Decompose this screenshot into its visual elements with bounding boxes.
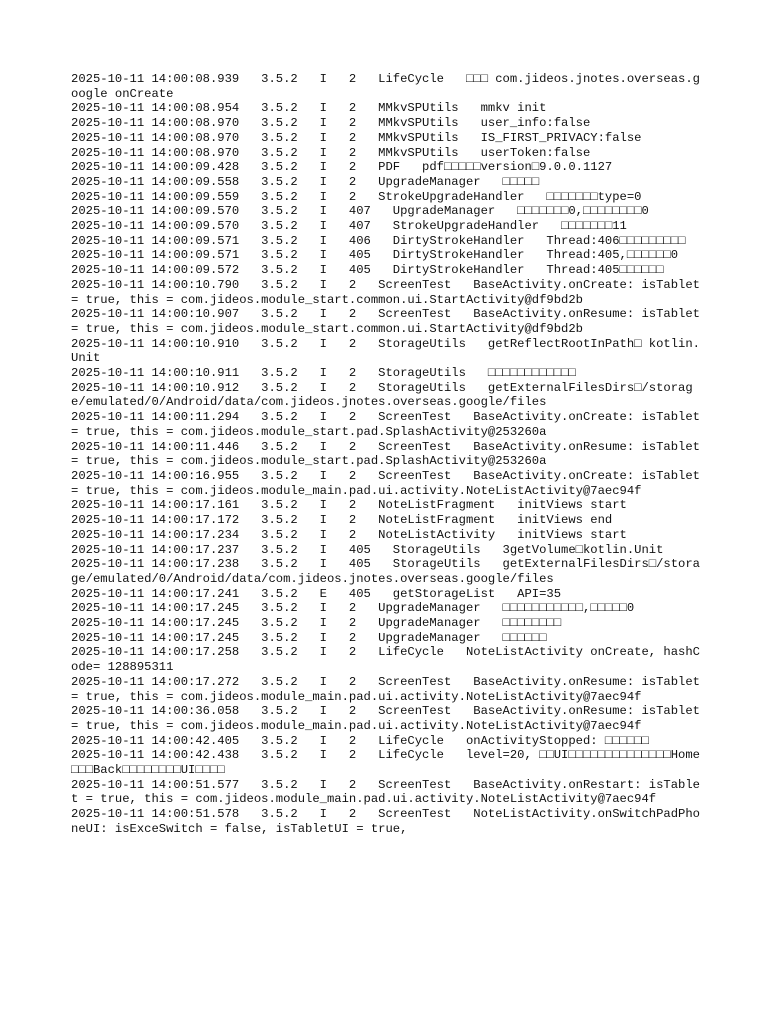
log-line: 2025-10-11 14:00:17.245 3.5.2 I 2 UpgradeManager □□□□□□□□□□□,□□□□□0	[71, 601, 635, 616]
log-line: 2025-10-11 14:00:08.970 3.5.2 I 2 MMkvSPUtils IS_FIRST_PRIVACY:false	[71, 130, 642, 145]
log-line: 2025-10-11 14:00:10.912 3.5.2 I 2 StorageUtils getExternalFilesDirs□/storage/emulated/0/Android/data/com.jideos.jnotes.overseas.google/files	[71, 380, 693, 410]
log-line: 2025-10-11 14:00:16.955 3.5.2 I 2 ScreenTest BaseActivity.onCreate: isTablet = true, this = com.jideos.module_main.pad.ui.activity.NoteListActivity@7aec94f	[71, 468, 708, 498]
log-line: 2025-10-11 14:00:10.911 3.5.2 I 2 StorageUtils □□□□□□□□□□□□	[71, 366, 576, 381]
log-line: 2025-10-11 14:00:17.234 3.5.2 I 2 NoteListActivity initViews start	[71, 527, 627, 542]
log-line: 2025-10-11 14:00:09.571 3.5.2 I 405 DirtyStrokeHandler Thread:405,□□□□□□0	[71, 248, 679, 263]
log-line: 2025-10-11 14:00:17.241 3.5.2 E 405 getStorageList API=35	[71, 586, 562, 601]
log-line: 2025-10-11 14:00:42.405 3.5.2 I 2 LifeCycle onActivityStopped: □□□□□□	[71, 733, 649, 748]
log-line: 2025-10-11 14:00:09.570 3.5.2 I 407 UpgradeManager □□□□□□□0,□□□□□□□□0	[71, 204, 649, 219]
log-line: 2025-10-11 14:00:17.258 3.5.2 I 2 LifeCycle NoteListActivity onCreate, hashCode= 128895311	[71, 645, 700, 675]
log-text-document	[71, 72, 708, 837]
log-line: 2025-10-11 14:00:17.238 3.5.2 I 405 StorageUtils getExternalFilesDirs□/storage/emulated/0/Android/data/com.jideos.jnotes.overseas.google/files	[71, 557, 700, 586]
log-line: 2025-10-11 14:00:08.939 3.5.2 I 2 LifeCycle □□□ com.jideos.jnotes.overseas.google onCreate	[71, 72, 700, 101]
log-line: 2025-10-11 14:00:42.438 3.5.2 I 2 LifeCycle level=20, □□UI□□□□□□□□□□□□□□Home□□□Back□□□□□□□□UI□□□□	[71, 748, 700, 778]
log-line: 2025-10-11 14:00:51.578 3.5.2 I 2 ScreenTest NoteListActivity.onSwitchPadPhoneUI: isExceSwitch = false, isTabletUI = true,	[71, 807, 700, 836]
log-line: 2025-10-11 14:00:17.161 3.5.2 I 2 NoteListFragment initViews start	[71, 498, 627, 513]
log-line: 2025-10-11 14:00:10.790 3.5.2 I 2 ScreenTest BaseActivity.onCreate: isTablet = true, this = com.jideos.module_start.common.ui.StartActivity@df9bd2b	[71, 277, 708, 307]
log-line: 2025-10-11 14:00:10.907 3.5.2 I 2 ScreenTest BaseActivity.onResume: isTablet = true, this = com.jideos.module_start.common.ui.StartActivity@df9bd2b	[71, 307, 708, 336]
log-line: 2025-10-11 14:00:17.237 3.5.2 I 405 StorageUtils 3getVolume□kotlin.Unit	[71, 542, 664, 557]
log-line: 2025-10-11 14:00:17.172 3.5.2 I 2 NoteListFragment initViews end	[71, 513, 613, 528]
log-line: 2025-10-11 14:00:09.428 3.5.2 I 2 PDF pdf□□□□□version□9.0.0.1127	[71, 160, 613, 175]
log-line: 2025-10-11 14:00:08.954 3.5.2 I 2 MMkvSPUtils mmkv init	[71, 101, 547, 116]
log-line: 2025-10-11 14:00:36.058 3.5.2 I 2 ScreenTest BaseActivity.onResume: isTablet = true, this = com.jideos.module_main.pad.ui.activity.NoteListActivity@7aec94f	[71, 704, 708, 733]
log-line: 2025-10-11 14:00:09.571 3.5.2 I 406 DirtyStrokeHandler Thread:406□□□□□□□□□	[71, 233, 686, 248]
log-line: 2025-10-11 14:00:09.570 3.5.2 I 407 StrokeUpgradeHandler □□□□□□□11	[71, 219, 627, 234]
log-line: 2025-10-11 14:00:11.446 3.5.2 I 2 ScreenTest BaseActivity.onResume: isTablet = true, this = com.jideos.module_start.pad.SplashActivity@253260a	[71, 439, 708, 469]
log-line: 2025-10-11 14:00:09.558 3.5.2 I 2 UpgradeManager □□□□□	[71, 174, 540, 189]
log-line: 2025-10-11 14:00:11.294 3.5.2 I 2 ScreenTest BaseActivity.onCreate: isTablet = true, this = com.jideos.module_start.pad.SplashActivity@253260a	[71, 410, 708, 439]
log-line: 2025-10-11 14:00:09.572 3.5.2 I 405 DirtyStrokeHandler Thread:405□□□□□□	[71, 263, 664, 278]
log-line: 2025-10-11 14:00:08.970 3.5.2 I 2 MMkvSPUtils user_info:false	[71, 116, 591, 131]
log-line: 2025-10-11 14:00:08.970 3.5.2 I 2 MMkvSPUtils userToken:false	[71, 145, 591, 160]
log-line: 2025-10-11 14:00:17.272 3.5.2 I 2 ScreenTest BaseActivity.onResume: isTablet = true, this = com.jideos.module_main.pad.ui.activity.NoteListActivity@7aec94f	[71, 674, 708, 704]
log-line: 2025-10-11 14:00:10.910 3.5.2 I 2 StorageUtils getReflectRootInPath□ kotlin.Unit	[71, 336, 700, 366]
log-line: 2025-10-11 14:00:09.559 3.5.2 I 2 StrokeUpgradeHandler □□□□□□□type=0	[71, 189, 642, 204]
log-line: 2025-10-11 14:00:17.245 3.5.2 I 2 UpgradeManager □□□□□□□□	[71, 616, 562, 631]
log-line: 2025-10-11 14:00:17.245 3.5.2 I 2 UpgradeManager □□□□□□	[71, 630, 547, 645]
log-line: 2025-10-11 14:00:51.577 3.5.2 I 2 ScreenTest BaseActivity.onRestart: isTablet = true, this = com.jideos.module_main.pad.ui.activity.NoteListActivity@7aec94f	[71, 777, 700, 807]
